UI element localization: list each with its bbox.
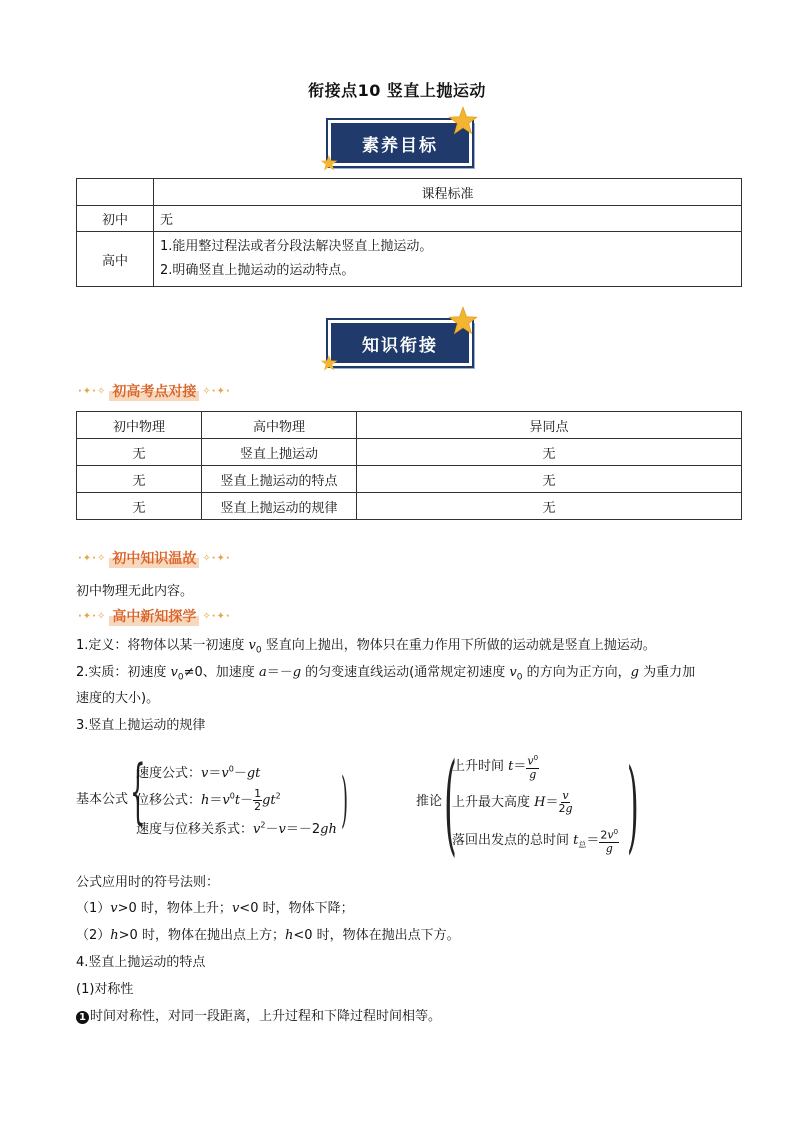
paragraph-features-title: 4.竖直上抛运动的特点 [76,955,206,970]
row-label-junior: 初中 [77,206,154,232]
formula-displacement: 位移公式：$h=v^0t-$ $\frac{1}{2}$ $gt^2$ [136,787,281,813]
banner-knowledge-bridge [322,314,472,366]
banner-literacy-goals [322,114,472,166]
section-heading-senior-new: ·✦·✧ 高中新知探学 ✧·✦· [78,605,231,627]
sparkle-icon: ✧·✦· [202,610,231,622]
sparkle-icon: ·✦·✧ [78,385,107,397]
inference-rise-time: 上升时间 t＝ $\frac{v^0}{g}$ [452,754,539,781]
comparison-table [76,411,742,520]
star-icon [448,106,478,136]
sign-rule-1: （1）v>0 时，物体上升；v<0 时，物体下降； [76,901,354,916]
banner-literacy-goals-label: 素养目标 [328,120,472,166]
sparkle-icon: ✧·✦· [202,552,231,564]
row-junior-content: 无 [154,206,742,232]
left-brace: { [130,750,146,832]
section-heading-junior-review: ·✦·✧ 初中知识温故 ✧·✦· [78,547,231,569]
left-brace: ( [444,739,457,867]
formula-speed: 速度公式：$v=v^0-gt$ [136,764,261,781]
circled-number: 1 [76,1011,89,1024]
row-label-senior: 高中 [77,232,154,287]
course-standard-table [76,178,742,287]
inference-total-time: 落回出发点的总时间 $t_总=$ $\frac{2v^0}{g}$ [452,828,619,855]
basic-formulas-label: 基本公式 [76,792,129,807]
table-row: 无 竖直上抛运动的规律 无 [77,493,742,520]
star-icon [320,354,338,372]
right-paren: ) [627,747,639,864]
paragraph-laws-title: 3.竖直上抛运动的规律 [76,718,206,733]
paragraph-symmetry: (1)对称性 [76,982,134,997]
page-title: 衔接点10 竖直上抛运动 [308,81,486,100]
paragraph-definition: 1.定义：将物体以某一初速度 $v_0$ 竖直向上抛出，物体只在重力作用下所做的运动就是竖直上抛运动。 [76,638,656,656]
paragraph-time-symmetry: 1 时间对称性，对同一段距离，上升过程和下降过程时间相等。 [76,1005,441,1024]
table-row: 无 竖直上抛运动的特点 无 [77,466,742,493]
review-text: 初中物理无此内容。 [76,584,194,599]
sparkle-icon: ·✦·✧ [78,610,107,622]
star-icon [320,154,338,172]
paragraph-essence-cont: 速度的大小)。 [76,691,160,706]
star-icon [448,306,478,336]
paragraph-essence: 2.实质：初速度 $v_0\ne 0$、加速度 a＝－g 的匀变速直线运动(通常规定初速度 $v_0$ 的方向为正方向，g 为重力加 [76,665,696,683]
formula-speed-displacement: 速度与位移关系式：$v^2-v=-2gh$ [136,820,337,837]
row-senior-content: 1.能用整过程法或者分段法解决竖直上抛运动。 2.明确竖直上抛运动的运动特点。 [154,232,742,287]
sign-rule-title: 公式应用时的符号法则： [76,875,220,890]
right-paren: ) [341,765,349,835]
col-header-diff: 异同点 [357,412,742,439]
col-header-junior: 初中物理 [77,412,202,439]
sign-rule-2: （2）h>0 时，物体在抛出点上方；h<0 时，物体在抛出点下方。 [76,928,460,943]
col-header-senior: 高中物理 [202,412,357,439]
banner-knowledge-bridge-label: 知识衔接 [328,320,472,366]
sparkle-icon: ✧·✦· [202,385,231,397]
table-row: 无 竖直上抛运动 无 [77,439,742,466]
sparkle-icon: ·✦·✧ [78,552,107,564]
course-standard-header: 课程标准 [154,179,742,206]
inferences-label: 推论 [416,794,443,809]
section-heading-exam-points: ·✦·✧ 初高考点对接 ✧·✦· [78,380,231,402]
inference-max-height: 上升最大高度 H＝ $\frac{v}{2g}$ [452,789,573,815]
